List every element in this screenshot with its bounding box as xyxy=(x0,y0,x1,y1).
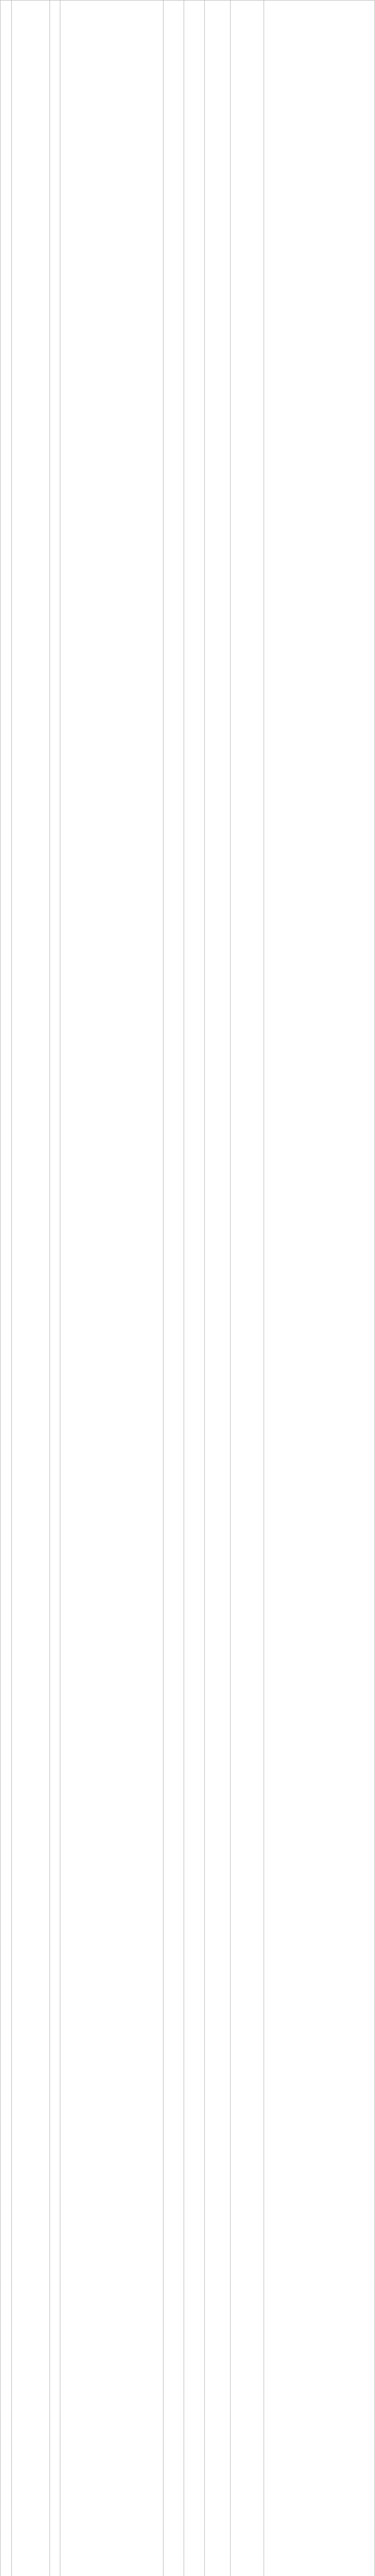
column-divider-1 xyxy=(11,0,12,2576)
column-divider-7 xyxy=(230,0,231,2576)
column-divider-4 xyxy=(163,0,164,2576)
column-divider-6 xyxy=(204,0,205,2576)
row-divider-0 xyxy=(0,0,375,1)
column-divider-0 xyxy=(0,0,1,2576)
